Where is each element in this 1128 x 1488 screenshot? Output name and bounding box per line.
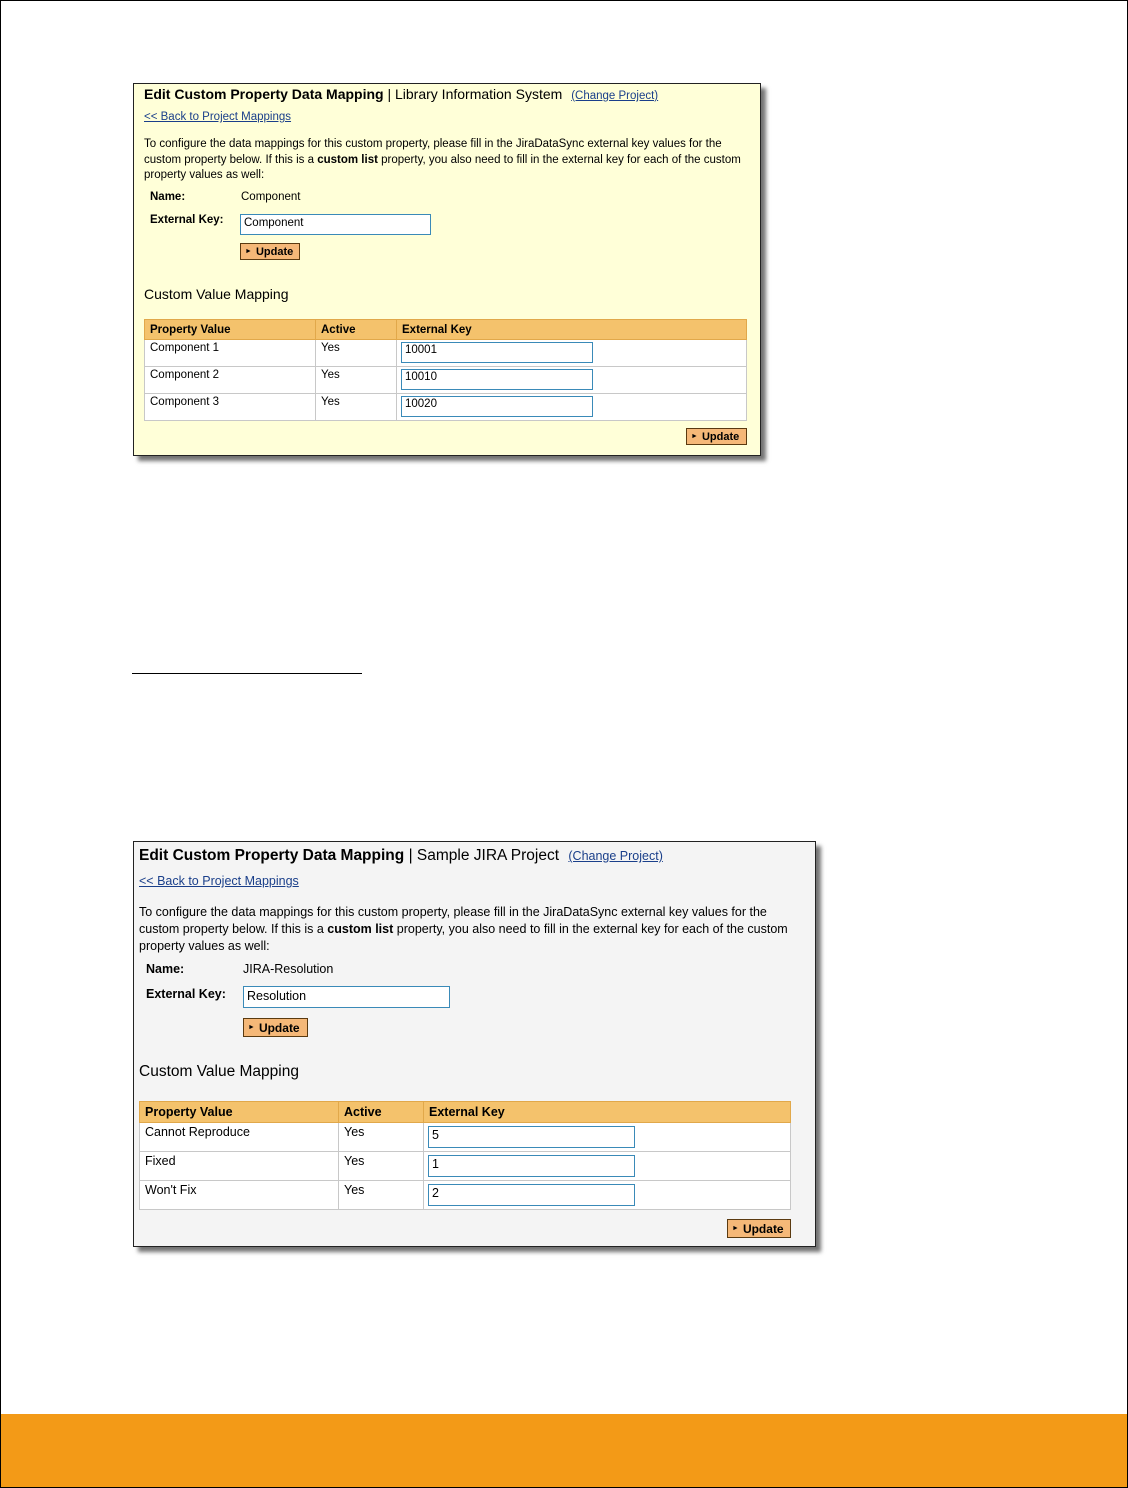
play-arrow-icon: ► (245, 248, 252, 255)
intro-text-part1: To configure the data mappings for this custom property, please fill in the JiraDataSync external key values for the custom property below. If this is a (144, 138, 722, 166)
change-project-link[interactable]: (Change Project) (571, 90, 659, 102)
table-row (140, 1181, 791, 1210)
column-header-property-value: Property Value (145, 320, 316, 340)
column-header-external-key: External Key (397, 320, 747, 340)
active-cell: Yes (339, 1123, 424, 1152)
external-key-row-input[interactable]: 10001 (401, 342, 593, 363)
external-key-row-input[interactable]: 2 (428, 1184, 635, 1206)
page-header (144, 86, 658, 102)
table-row (145, 367, 747, 394)
project-name: Library Information System (395, 86, 563, 102)
external-key-cell (424, 1152, 791, 1181)
title-separator: | (387, 86, 392, 102)
page-title: Edit Custom Property Data Mapping (139, 847, 405, 864)
active-cell: Yes (316, 394, 397, 421)
play-arrow-icon: ► (248, 1024, 255, 1031)
property-value-cell: Cannot Reproduce (140, 1123, 339, 1152)
divider-line (132, 673, 362, 674)
intro-text (139, 904, 794, 955)
custom-value-mapping-table (144, 319, 747, 421)
update-button-label: Update (258, 1020, 300, 1035)
intro-text-bold: custom list (327, 922, 394, 936)
page-header (139, 847, 663, 865)
column-header-active: Active (316, 320, 397, 340)
update-button[interactable] (243, 1018, 308, 1037)
title-separator: | (408, 847, 413, 864)
bottom-update-button-label: Update (701, 430, 740, 443)
name-value: Component (241, 191, 301, 203)
column-header-external-key: External Key (424, 1102, 791, 1123)
table-header-row (140, 1102, 791, 1123)
intro-text-part1: To configure the data mappings for this custom property, please fill in the JiraDataSync external key values for the custom property below. If this is a (139, 905, 767, 936)
bottom-update-button[interactable] (686, 428, 747, 445)
property-value-cell: Component 1 (145, 340, 316, 367)
external-key-input[interactable]: Component (240, 214, 431, 235)
external-key-label: External Key: (146, 987, 226, 1001)
property-value-cell: Component 3 (145, 394, 316, 421)
active-cell: Yes (339, 1181, 424, 1210)
change-project-link[interactable]: (Change Project) (568, 849, 663, 863)
external-key-cell (424, 1123, 791, 1152)
update-button[interactable] (240, 243, 300, 260)
custom-value-mapping-title: Custom Value Mapping (144, 286, 289, 302)
intro-text-part2: property, you also need to fill in the external key for each of the custom property values as well: (144, 153, 741, 182)
bottom-update-button-label: Update (742, 1221, 784, 1236)
name-label: Name: (146, 962, 185, 976)
intro-text-part2: property, you also need to fill in the external key for each of the custom property values as well: (139, 922, 788, 953)
screenshot-sample-jira-project (133, 841, 816, 1247)
custom-value-mapping-title: Custom Value Mapping (139, 1063, 299, 1080)
external-key-cell (424, 1181, 791, 1210)
table-row (140, 1152, 791, 1181)
table-row (140, 1123, 791, 1152)
footer-bar (1, 1414, 1127, 1487)
property-value-cell: Fixed (140, 1152, 339, 1181)
name-value: JIRA-Resolution (243, 962, 334, 976)
table-header-row (145, 320, 747, 340)
property-value-cell: Component 2 (145, 367, 316, 394)
external-key-input[interactable]: Resolution (243, 986, 450, 1008)
play-arrow-icon: ► (691, 433, 698, 440)
external-key-row-input[interactable]: 10010 (401, 369, 593, 390)
column-header-active: Active (339, 1102, 424, 1123)
project-name: Sample JIRA Project (416, 847, 560, 864)
external-key-cell (397, 340, 747, 367)
name-label: Name: (150, 191, 186, 203)
custom-value-mapping-table (139, 1101, 791, 1210)
external-key-label: External Key: (150, 214, 224, 226)
screenshot-library-information-system (133, 83, 761, 456)
active-cell: Yes (316, 340, 397, 367)
intro-text-bold: custom list (317, 153, 378, 166)
table-row (145, 394, 747, 421)
external-key-row-input[interactable]: 5 (428, 1126, 635, 1148)
external-key-row-input[interactable]: 10020 (401, 396, 593, 417)
external-key-cell (397, 394, 747, 421)
property-value-cell: Won't Fix (140, 1181, 339, 1210)
intro-text (144, 137, 744, 184)
back-to-project-mappings-link[interactable]: << Back to Project Mappings (139, 874, 299, 888)
back-to-project-mappings-link[interactable]: << Back to Project Mappings (144, 111, 292, 123)
update-button-label: Update (255, 245, 294, 258)
bottom-update-button[interactable] (727, 1219, 791, 1238)
play-arrow-icon: ► (732, 1225, 739, 1232)
column-header-property-value: Property Value (140, 1102, 339, 1123)
external-key-cell (397, 367, 747, 394)
page-title: Edit Custom Property Data Mapping (144, 86, 384, 102)
active-cell: Yes (339, 1152, 424, 1181)
active-cell: Yes (316, 367, 397, 394)
table-row (145, 340, 747, 367)
external-key-row-input[interactable]: 1 (428, 1155, 635, 1177)
